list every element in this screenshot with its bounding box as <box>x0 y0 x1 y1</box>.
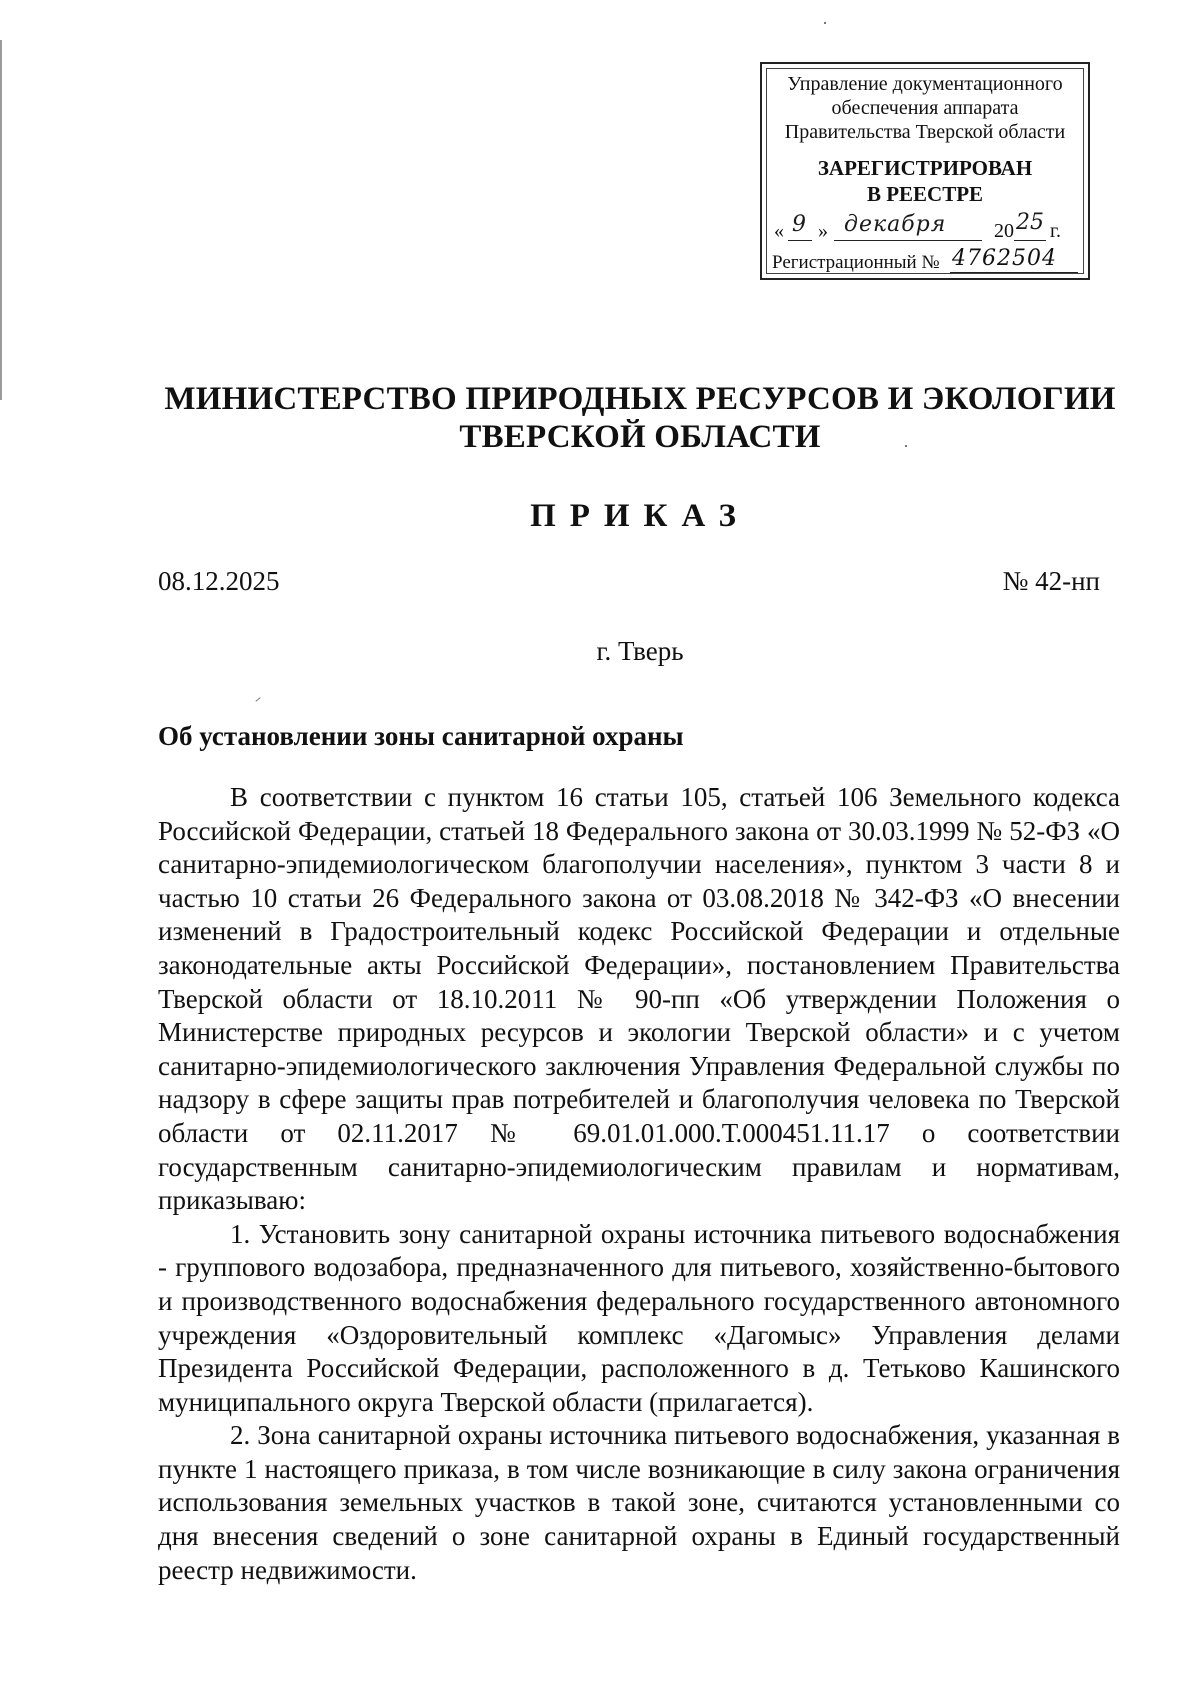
stamp-date-year-underline <box>1014 240 1046 241</box>
stamp-org-line-1: Управление документационного <box>787 73 1063 95</box>
stamp-date-day-underline <box>788 240 812 241</box>
stamp-reg-label: Регистрационный № <box>772 252 940 273</box>
stamp-org-line-3: Правительства Тверской области <box>784 121 1066 143</box>
stamp-reg-underline <box>950 272 1078 273</box>
stamp-date-open-quote: « <box>774 220 784 242</box>
order-item-1: 1. Установить зону санитарной охраны источника питьевого водоснабжения - группового водозабора, предназначенного для питьевого, хозяйственно-бытового и производственного водоснабжения федерального государственного автономного учреждения «Оздоровительный комплекс «Дагомыс» Управления делами Президента Российской Федерации, расположенного в д. Тетьково Кашинского муниципального округа Тверской области (прилагается). <box>158 1218 1120 1417</box>
stamp-reg-number: 4762504 <box>952 246 1057 271</box>
document-body <box>158 781 1120 1587</box>
ministry-title <box>100 380 1180 456</box>
preamble-paragraph: В соответствии с пунктом 16 статьи 105, статьей 106 Земельного кодекса Российской Федерации, статьей 18 Федерального закона от 30.03.1999 № 52-ФЗ «О санитарно-эпидемиологическом благополучии населения», пунктом 3 части 8 и частью 10 статьи 26 Федерального закона от 03.08.2018 № 342-ФЗ «О внесении изменений в Градостроительный кодекс Российской Федерации и отдельные законодательные акты Российской Федерации», постановлением Правительства Тверской области от 18.10.2011 № 90-пп «Об утверждении Положения о Министерстве природных ресурсов и экологии Тверской области» и с учетом санитарно-эпидемиологического заключения Управления Федеральной службы по надзору в сфере защиты прав потребителей и благополучия человека по Тверской области от 02.11.2017 № 69.01.01.000.Т.000451.11.17 о соответствии государственным санитарно-эпидемиологическим правилам и нормативам, приказываю: <box>158 782 1120 1216</box>
stamp-registration-number <box>772 248 1084 276</box>
scan-speck <box>824 22 826 24</box>
registration-stamp <box>760 62 1090 280</box>
order-item-2: 2. Зона санитарной охраны источника питьевого водоснабжения, указанная в пункте 1 настоящего приказа, в том числе возникающие в силу закона ограничения использования земельных участков в такой зоне, считаются установленными со дня внесения сведений о зоне санитарной охраны в Единый государственный реестр недвижимости. <box>158 1420 1120 1585</box>
stamp-date-year-prefix: 20 <box>994 220 1014 242</box>
scan-edge-artifact <box>0 40 2 400</box>
document-subject: Об установлении зоны санитарной охраны <box>158 721 684 751</box>
stamp-registration-date <box>774 212 1080 246</box>
stamp-date-month-underline <box>834 240 982 241</box>
ministry-title-line-2: ТВЕРСКОЙ ОБЛАСТИ <box>459 419 821 455</box>
document-type-title: ПРИКАЗ <box>530 498 750 534</box>
ministry-title-line-1: МИНИСТЕРСТВО ПРИРОДНЫХ РЕСУРСОВ И ЭКОЛОГИИ <box>164 381 1116 417</box>
scan-speck <box>255 697 260 702</box>
document-number: № 42-нп <box>1002 566 1100 596</box>
stamp-date-year-suffix: 25 <box>1016 210 1044 235</box>
stamp-date-month: декабря <box>844 212 947 237</box>
stamp-status-line-2: В РЕЕСТРЕ <box>866 182 984 206</box>
stamp-status-line-1: ЗАРЕГИСТРИРОВАН <box>817 156 1033 180</box>
stamp-date-year-unit: г. <box>1050 220 1061 242</box>
stamp-date-close-quote: » <box>818 220 828 242</box>
stamp-date-day: 9 <box>792 212 806 237</box>
document-city: г. Тверь <box>596 636 684 666</box>
stamp-org-line-2: обеспечения аппарата <box>831 97 1019 119</box>
document-date: 08.12.2025 <box>158 566 280 596</box>
